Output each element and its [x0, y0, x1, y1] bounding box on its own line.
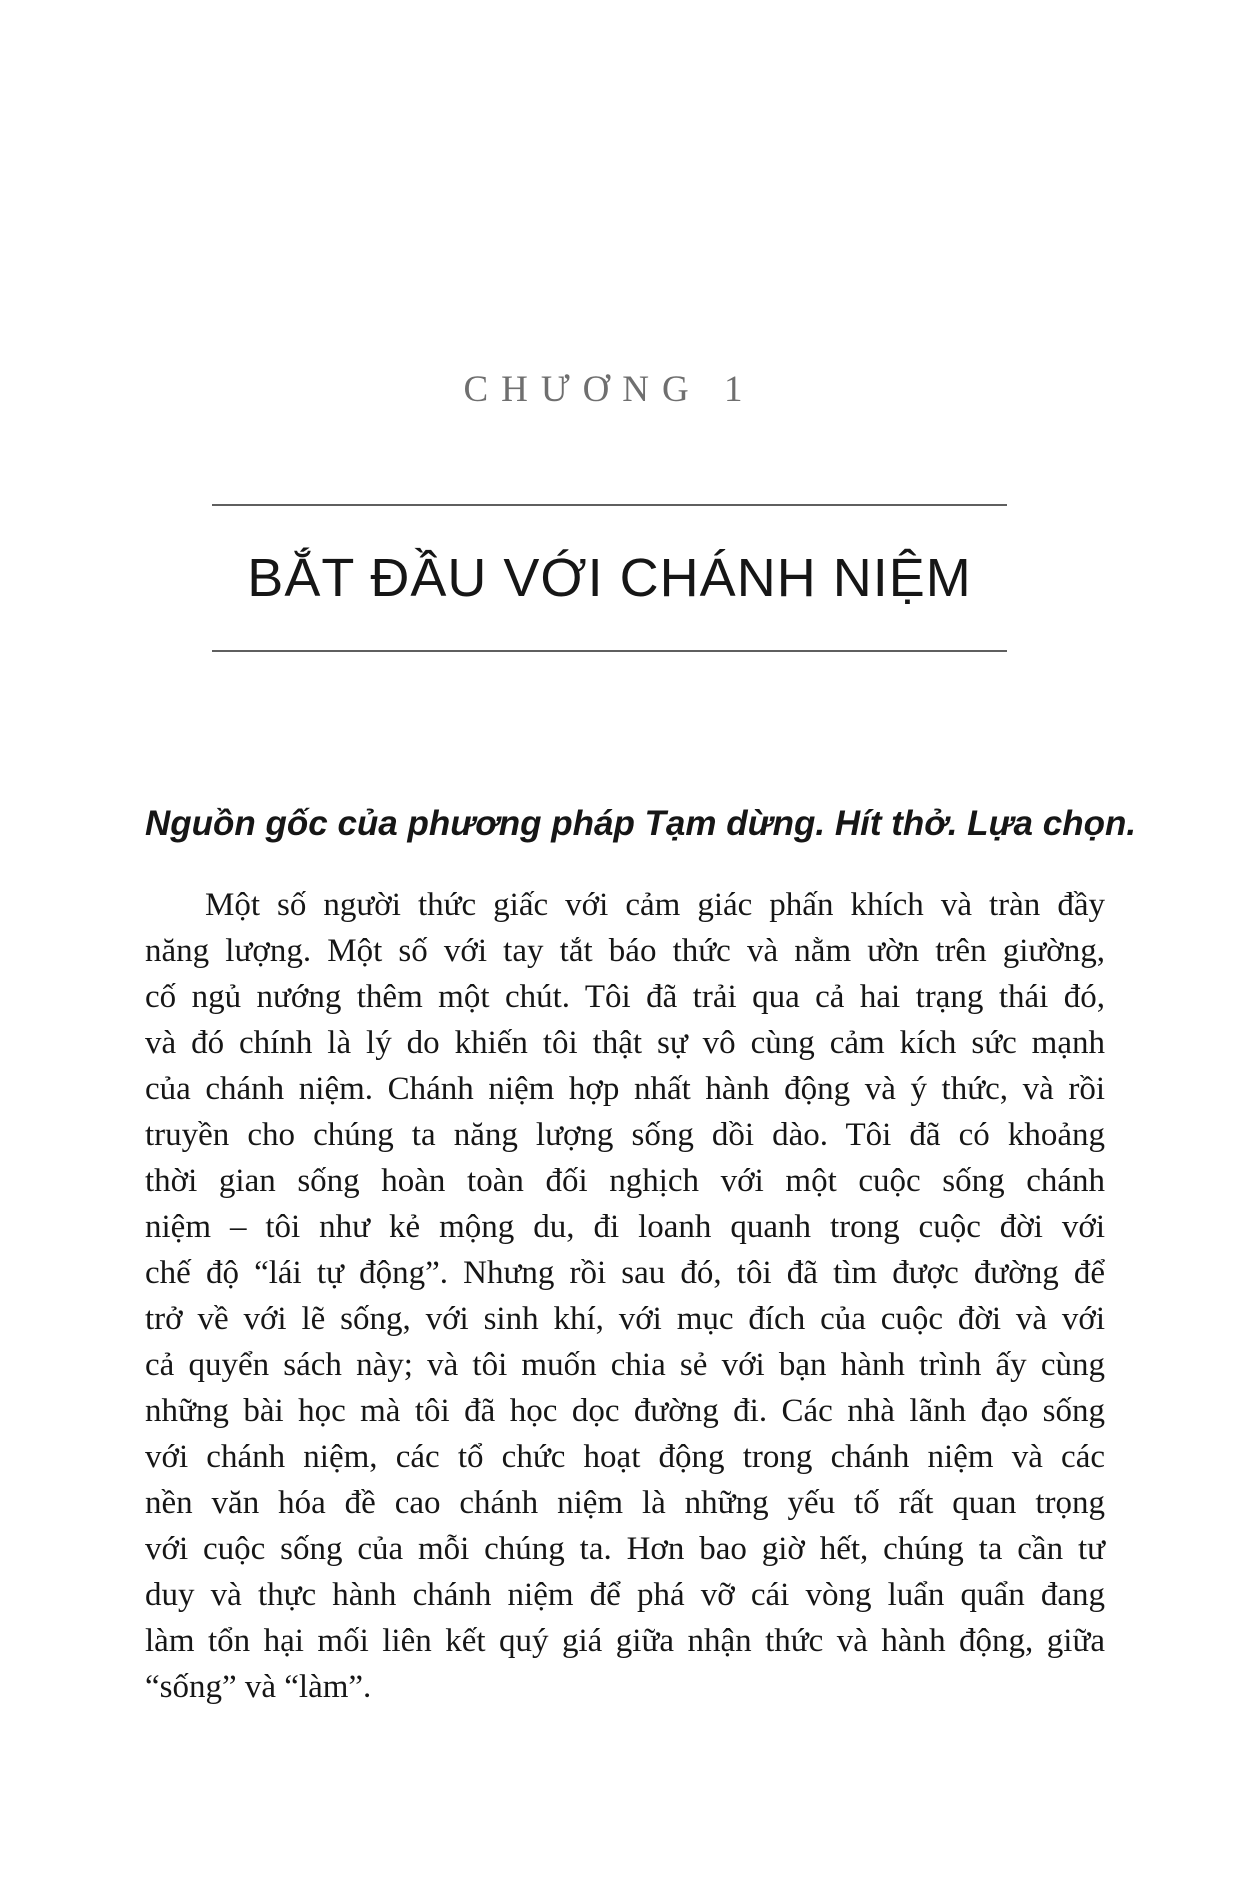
body-line: những bài học mà tôi đã học dọc đường đi. Các nhà lãnh đạo sống — [145, 1393, 1105, 1429]
body-line: “sống” và “làm”. — [145, 1669, 372, 1705]
body-line: chế độ “lái tự động”. Nhưng rồi sau đó, tôi đã tìm được đường để — [145, 1255, 1105, 1291]
body-paragraph — [145, 882, 1105, 1710]
body-line: Một số người thức giấc với cảm giác phấn khích và tràn đầy — [205, 887, 1105, 923]
body-line: năng lượng. Một số với tay tắt báo thức và nằm ườn trên giường, — [145, 933, 1105, 969]
body-line: và đó chính là lý do khiến tôi thật sự vô cùng cảm kích sức mạnh — [145, 1025, 1105, 1061]
body-line: duy và thực hành chánh niệm để phá vỡ cái vòng luẩn quẩn đang — [145, 1577, 1105, 1613]
body-line: với chánh niệm, các tổ chức hoạt động trong chánh niệm và các — [145, 1439, 1105, 1475]
body-line: cố ngủ nướng thêm một chút. Tôi đã trải qua cả hai trạng thái đó, — [145, 979, 1105, 1015]
body-line: niệm – tôi như kẻ mộng du, đi loanh quanh trong cuộc đời với — [145, 1209, 1105, 1245]
section-heading: Nguồn gốc của phương pháp Tạm dừng. Hít thở. Lựa chọn. — [145, 804, 1137, 843]
title-bottom-rule — [212, 650, 1007, 652]
body-line: làm tổn hại mối liên kết quý giá giữa nhận thức và hành động, giữa — [145, 1623, 1105, 1659]
body-line: trở về với lẽ sống, với sinh khí, với mục đích của cuộc đời và với — [145, 1301, 1105, 1337]
body-line: với cuộc sống của mỗi chúng ta. Hơn bao giờ hết, chúng ta cần tư — [145, 1531, 1105, 1567]
body-line: nền văn hóa đề cao chánh niệm là những yếu tố rất quan trọng — [145, 1485, 1105, 1521]
body-line: truyền cho chúng ta năng lượng sống dồi dào. Tôi đã có khoảng — [145, 1117, 1105, 1153]
body-line: của chánh niệm. Chánh niệm hợp nhất hành động và ý thức, và rồi — [145, 1071, 1105, 1107]
body-line: cả quyển sách này; và tôi muốn chia sẻ với bạn hành trình ấy cùng — [145, 1347, 1105, 1383]
body-line: thời gian sống hoàn toàn đối nghịch với một cuộc sống chánh — [145, 1163, 1105, 1199]
chapter-title: BẮT ĐẦU VỚI CHÁNH NIỆM — [247, 547, 972, 608]
chapter-label: CHƯƠNG 1 — [463, 369, 756, 410]
